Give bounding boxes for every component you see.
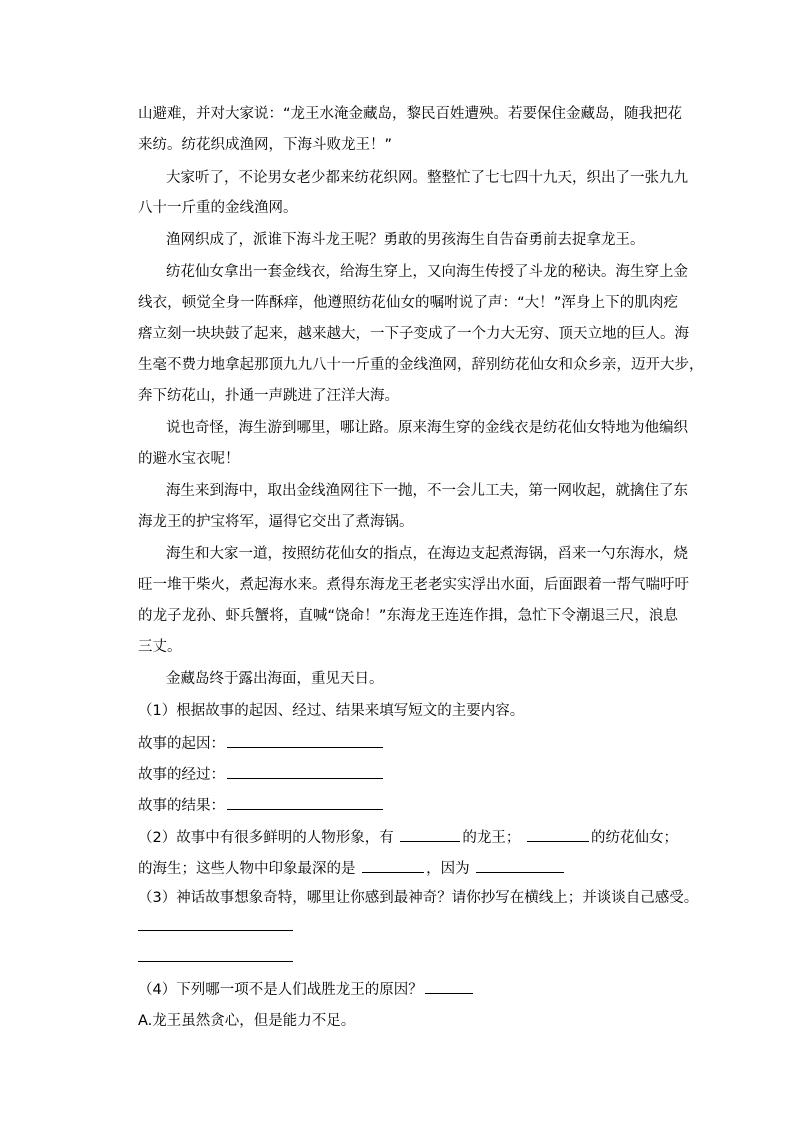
story-paragraph-1-line-1: 山避难，并对大家说：“龙王水淹金藏岛，黎民百姓遭殃。若要保住金藏岛，随我把花 bbox=[138, 106, 683, 122]
question-4-row bbox=[138, 979, 678, 997]
story-paragraph-7-line-3: 的龙子龙孙、虾兵蟹将，直喊“饶命！”东海龙王连连作揖，急忙下令潮退三尺，浪息 bbox=[138, 608, 678, 624]
question-2-text-e: ，因为 bbox=[426, 861, 470, 877]
story-paragraph-3-line-1: 渔网织成了，派谁下海斗龙王呢？勇敢的男孩海生自告奋勇前去捉拿龙王。 bbox=[166, 232, 645, 248]
story-paragraph-7-line-1: 海生和大家一道，按照纺花仙女的指点，在海边支起煮海锅，舀来一勺东海水，烧 bbox=[166, 546, 688, 562]
question-4-option-a: A.龙王虽然贪心，但是能力不足。 bbox=[138, 1013, 356, 1029]
story-paragraph-8-line-1: 金藏岛终于露出海面，重见天日。 bbox=[166, 671, 384, 687]
question-3-answer-line-2[interactable] bbox=[138, 961, 293, 962]
question-3-answer-line-1[interactable] bbox=[138, 930, 293, 931]
question-1-result-label: 故事的结果： bbox=[138, 798, 225, 814]
most-impressive-character-blank[interactable] bbox=[362, 858, 424, 873]
question-1-cause-row bbox=[138, 733, 678, 751]
story-paragraph-2-line-2: 八十一斤重的金线渔网。 bbox=[138, 200, 298, 216]
question-2-text-c: 的纺花仙女； bbox=[590, 830, 678, 846]
fairy-trait-blank[interactable] bbox=[527, 827, 589, 842]
question-4: （4）下列哪一项不是人们战胜龙王的原因？ bbox=[138, 982, 423, 998]
story-paragraph-4-line-2: 线衣，顿觉全身一阵酥痒，他遵照纺花仙女的嘱咐说了声：“大！”浑身上下的肌肉疙 bbox=[138, 295, 678, 311]
story-paragraph-4-line-1: 纺花仙女拿出一套金线衣，给海生穿上，又向海生传授了斗龙的秘诀。海生穿上金 bbox=[166, 264, 688, 280]
story-paragraph-4-line-5: 奔下纺花山，扑通一声跳进了汪洋大海。 bbox=[138, 388, 399, 404]
dragon-king-trait-blank[interactable] bbox=[400, 827, 460, 842]
story-paragraph-2-line-1: 大家听了，不论男女老少都来纺花织网。整整忙了七七四十九天，织出了一张九九 bbox=[166, 170, 688, 186]
process-answer-blank[interactable] bbox=[227, 764, 383, 779]
question-1-result-row bbox=[138, 795, 678, 813]
question-2-text-a: （2）故事中有很多鲜明的人物形象，有 bbox=[138, 830, 394, 846]
question-2-text-d: 的海生；这些人物中印象最深的是 bbox=[138, 861, 356, 877]
question-1-process-row bbox=[138, 764, 678, 782]
question-1-process-label: 故事的经过： bbox=[138, 767, 225, 783]
question-3: （3）神话故事想象奇特，哪里让你感到最神奇？请你抄写在横线上；并谈谈自己感受。 bbox=[138, 890, 699, 906]
question-4-answer-blank[interactable] bbox=[425, 979, 473, 994]
question-2-text-b: 的龙王； bbox=[462, 830, 521, 846]
story-paragraph-5-line-2: 的避水宝衣呢！ bbox=[138, 451, 240, 467]
result-answer-blank[interactable] bbox=[227, 795, 383, 810]
cause-answer-blank[interactable] bbox=[227, 733, 383, 748]
story-paragraph-6-line-2: 海龙王的护宝将军，逼得它交出了煮海锅。 bbox=[138, 514, 414, 530]
story-paragraph-6-line-1: 海生来到海中，取出金线渔网往下一抛，不一会儿工夫，第一网收起，就擒住了东 bbox=[166, 483, 688, 499]
question-1: （1）根据故事的起因、经过、结果来填写短文的主要内容。 bbox=[138, 703, 525, 719]
story-paragraph-7-line-4: 三丈。 bbox=[138, 639, 182, 655]
story-paragraph-1-line-2: 来纺。纺花织成渔网，下海斗败龙王！” bbox=[138, 137, 393, 153]
question-2-line-1 bbox=[138, 827, 678, 845]
reason-blank[interactable] bbox=[476, 858, 564, 873]
story-paragraph-4-line-3: 瘩立刻一块块鼓了起来，越来越大，一下子变成了一个力大无穷、顶天立地的巨人。海 bbox=[138, 326, 689, 342]
question-2-line-2 bbox=[138, 858, 678, 876]
question-1-cause-label: 故事的起因： bbox=[138, 736, 225, 752]
story-paragraph-5-line-1: 说也奇怪，海生游到哪里，哪让路。原来海生穿的金线衣是纺花仙女特地为他编织 bbox=[166, 420, 688, 436]
story-paragraph-7-line-2: 旺一堆干柴火，煮起海水来。煮得东海龙王老老实实浮出水面，后面跟着一帮气喘吁吁 bbox=[138, 577, 689, 593]
story-paragraph-4-line-4: 生毫不费力地拿起那顶九九八十一斤重的金线渔网，辞别纺花仙女和众乡亲，迈开大步， bbox=[138, 357, 704, 373]
